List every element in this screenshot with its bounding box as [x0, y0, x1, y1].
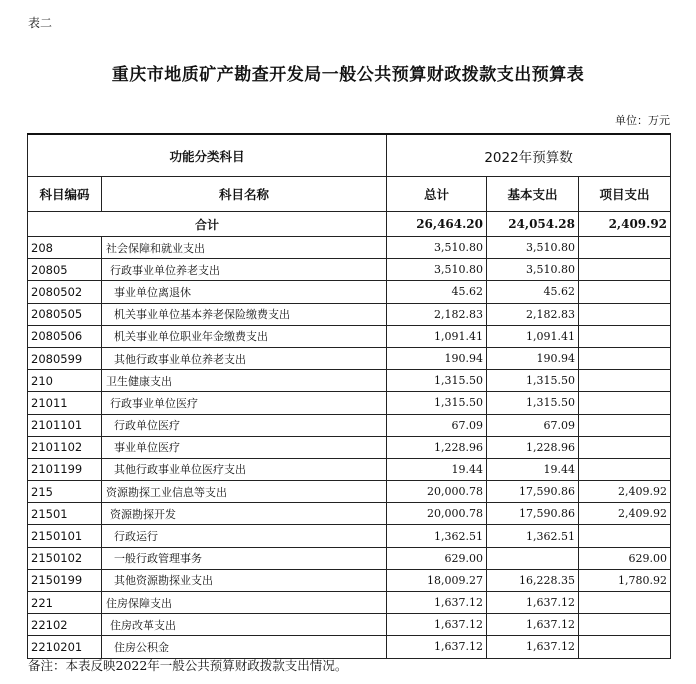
row-total: 19.44 [387, 458, 487, 480]
row-project [579, 525, 671, 547]
row-basic: 2,182.83 [487, 303, 579, 325]
row-total: 1,362.51 [387, 525, 487, 547]
row-name: 行政事业单位医疗 [102, 392, 387, 414]
row-basic: 19.44 [487, 458, 579, 480]
row-name: 其他资源勘探业支出 [102, 569, 387, 591]
row-total: 20,000.78 [387, 503, 487, 525]
row-code: 2080506 [28, 325, 102, 347]
row-code: 21501 [28, 503, 102, 525]
row-basic: 17,590.86 [487, 481, 579, 503]
footnote: 备注：本表反映2022年一般公共预算财政拨款支出情况。 [28, 658, 348, 673]
row-name: 其他行政事业单位养老支出 [102, 347, 387, 369]
table-row [28, 458, 671, 480]
total-total: 26,464.20 [387, 212, 487, 237]
table-row [28, 481, 671, 503]
row-total: 1,315.50 [387, 392, 487, 414]
row-name: 住房保障支出 [102, 592, 387, 614]
row-basic: 1,362.51 [487, 525, 579, 547]
row-total: 3,510.80 [387, 237, 487, 259]
row-code: 2101199 [28, 458, 102, 480]
header-row-1 [28, 134, 671, 177]
row-basic: 1,228.96 [487, 436, 579, 458]
row-total: 1,315.50 [387, 370, 487, 392]
row-project [579, 259, 671, 281]
budget-table [27, 133, 671, 659]
row-total: 3,510.80 [387, 259, 487, 281]
row-basic: 1,315.50 [487, 370, 579, 392]
table-row [28, 281, 671, 303]
row-code: 2080502 [28, 281, 102, 303]
row-code: 20805 [28, 259, 102, 281]
page-title: 重庆市地质矿产勘查开发局一般公共预算财政拨款支出预算表 [111, 65, 585, 85]
row-project [579, 592, 671, 614]
row-name: 行政运行 [102, 525, 387, 547]
row-project: 2,409.92 [579, 481, 671, 503]
row-code: 2080505 [28, 303, 102, 325]
unit-label: 单位：万元 [615, 114, 670, 127]
table-row [28, 325, 671, 347]
row-project [579, 636, 671, 658]
row-name: 资源勘探工业信息等支出 [102, 481, 387, 503]
row-total: 190.94 [387, 347, 487, 369]
project-header: 项目支出 [579, 177, 671, 212]
function-category-header: 功能分类科目 [28, 134, 387, 177]
row-project [579, 392, 671, 414]
row-total: 45.62 [387, 281, 487, 303]
row-name: 资源勘探开发 [102, 503, 387, 525]
row-name: 住房改革支出 [102, 614, 387, 636]
row-total: 1,637.12 [387, 592, 487, 614]
table-row [28, 636, 671, 658]
row-code: 221 [28, 592, 102, 614]
row-total: 1,091.41 [387, 325, 487, 347]
row-name: 事业单位医疗 [102, 436, 387, 458]
row-code: 2080599 [28, 347, 102, 369]
table-row [28, 237, 671, 259]
row-total: 1,228.96 [387, 436, 487, 458]
basic-header: 基本支出 [487, 177, 579, 212]
table-row [28, 392, 671, 414]
table-row [28, 370, 671, 392]
table-row [28, 347, 671, 369]
row-code: 2101102 [28, 436, 102, 458]
table-row [28, 414, 671, 436]
row-code: 2210201 [28, 636, 102, 658]
row-total: 629.00 [387, 547, 487, 569]
code-header: 科目编码 [28, 177, 102, 212]
row-name: 住房公积金 [102, 636, 387, 658]
header-row-2 [28, 177, 671, 212]
row-project [579, 325, 671, 347]
row-code: 2150199 [28, 569, 102, 591]
row-name: 行政事业单位养老支出 [102, 259, 387, 281]
row-project [579, 347, 671, 369]
row-project [579, 436, 671, 458]
row-project [579, 614, 671, 636]
row-name: 社会保障和就业支出 [102, 237, 387, 259]
row-total: 67.09 [387, 414, 487, 436]
table-row [28, 503, 671, 525]
row-total: 1,637.12 [387, 636, 487, 658]
row-code: 2150101 [28, 525, 102, 547]
row-name: 行政单位医疗 [102, 414, 387, 436]
table-row [28, 436, 671, 458]
total-label: 合计 [28, 212, 387, 237]
row-project: 629.00 [579, 547, 671, 569]
row-basic: 1,091.41 [487, 325, 579, 347]
name-header: 科目名称 [102, 177, 387, 212]
row-name: 事业单位离退休 [102, 281, 387, 303]
row-basic: 16,228.35 [487, 569, 579, 591]
table-row [28, 303, 671, 325]
row-basic: 45.62 [487, 281, 579, 303]
row-basic: 3,510.80 [487, 259, 579, 281]
row-code: 2101101 [28, 414, 102, 436]
row-total: 20,000.78 [387, 481, 487, 503]
table-row [28, 525, 671, 547]
row-basic: 3,510.80 [487, 237, 579, 259]
row-basic: 17,590.86 [487, 503, 579, 525]
row-total: 18,009.27 [387, 569, 487, 591]
row-code: 22102 [28, 614, 102, 636]
row-code: 21011 [28, 392, 102, 414]
table-row [28, 592, 671, 614]
row-code: 208 [28, 237, 102, 259]
table-row [28, 614, 671, 636]
row-project [579, 237, 671, 259]
row-project: 2,409.92 [579, 503, 671, 525]
row-basic: 190.94 [487, 347, 579, 369]
row-name: 其他行政事业单位医疗支出 [102, 458, 387, 480]
row-total: 1,637.12 [387, 614, 487, 636]
table-row [28, 569, 671, 591]
table-row [28, 259, 671, 281]
total-header: 总计 [387, 177, 487, 212]
row-code: 2150102 [28, 547, 102, 569]
row-basic: 1,315.50 [487, 392, 579, 414]
row-total: 2,182.83 [387, 303, 487, 325]
table-row [28, 547, 671, 569]
row-project [579, 370, 671, 392]
table-number-label: 表二 [28, 16, 53, 30]
row-basic: 1,637.12 [487, 592, 579, 614]
row-project [579, 458, 671, 480]
row-code: 210 [28, 370, 102, 392]
row-project [579, 281, 671, 303]
row-project [579, 414, 671, 436]
row-basic: 67.09 [487, 414, 579, 436]
total-project: 2,409.92 [579, 212, 671, 237]
row-basic: 1,637.12 [487, 636, 579, 658]
total-row [28, 212, 671, 237]
row-basic [487, 547, 579, 569]
row-basic: 1,637.12 [487, 614, 579, 636]
row-name: 卫生健康支出 [102, 370, 387, 392]
budget-year-header: 2022年预算数 [387, 134, 671, 177]
row-name: 机关事业单位职业年金缴费支出 [102, 325, 387, 347]
row-name: 机关事业单位基本养老保险缴费支出 [102, 303, 387, 325]
row-project [579, 303, 671, 325]
total-basic: 24,054.28 [487, 212, 579, 237]
row-name: 一般行政管理事务 [102, 547, 387, 569]
row-project: 1,780.92 [579, 569, 671, 591]
row-code: 215 [28, 481, 102, 503]
